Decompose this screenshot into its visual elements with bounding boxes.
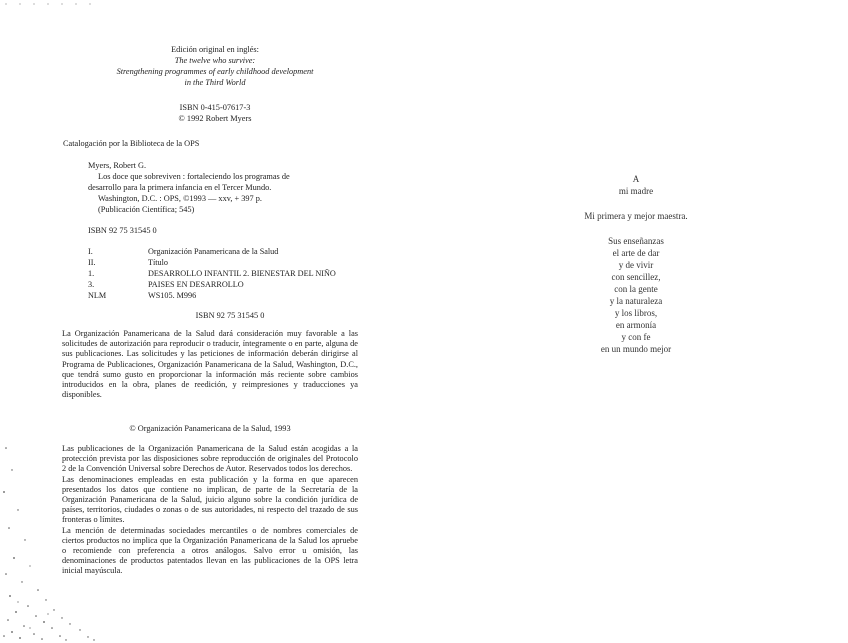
copyright-author: © 1992 Robert Myers	[178, 114, 252, 123]
copyright-ops: © Organización Panamericana de la Salud, 1993	[129, 424, 291, 433]
scan-noise-speckle	[0, 440, 110, 643]
subject-text: Organización Panamericana de la Salud	[148, 247, 279, 256]
original-edition-line-2: The twelve who survive:	[174, 56, 256, 65]
subject-text: Título	[148, 258, 169, 267]
subject-row	[88, 269, 336, 279]
dedication-line: y la naturaleza	[609, 296, 663, 306]
dedication-line: con sencillez,	[611, 272, 661, 282]
dedication-line: y de vivir	[618, 260, 654, 270]
subject-num: 1.	[88, 269, 95, 278]
dedication-line: mi madre	[618, 186, 654, 196]
subject-num: NLM	[88, 291, 107, 300]
right-page	[424, 0, 848, 643]
original-edition-line-3: Strengthening programmes of early childhood development	[116, 67, 314, 76]
subject-text: WS105. M996	[148, 291, 197, 300]
legal-paragraph: La mención de determinadas sociedades mercantiles o de nombres comerciales de ciertos productos no implica que la Organización Panamericana de la Salud los apruebe o recomiende con preferencia a otros análogos. Salvo error u omisión, las denominaciones de productos patentados llevan en las publicaciones de la OPS letra inicial mayúscula.	[62, 525, 358, 576]
subject-num: I.	[88, 247, 93, 256]
original-edition-line-4: in the Third World	[184, 78, 246, 87]
dedication-line: Sus enseñanzas	[608, 236, 664, 246]
catalog-heading: Catalogación por la Biblioteca de la OPS	[63, 139, 200, 148]
dedication-line: el arte de dar	[612, 248, 660, 258]
isbn-repeat: ISBN 92 75 31545 0	[195, 311, 265, 320]
permission-paragraph	[62, 329, 358, 400]
dedication-line: con la gente	[614, 284, 658, 294]
subject-row	[88, 280, 244, 290]
dedication-line: en un mundo mejor	[600, 344, 672, 354]
isbn-original: ISBN 0-415-07617-3	[179, 103, 251, 112]
subject-row	[88, 291, 196, 301]
legal-paragraph: Las denominaciones empleadas en esta publicación y la forma en que aparecen presentados los datos que contiene no implican, de parte de la Secretaría de la Organización Panamericana de la Salud, juicio alguno sobre la condición jurídica de países, territorios, ciudades o zonas o de sus autoridades, ni respecto del trazado de sus fronteras o límites.	[62, 474, 358, 525]
catalog-series: (Publicación Científica; 545)	[98, 205, 195, 214]
legal-paragraph: Las publicaciones de la Organización Panamericana de la Salud están acogidas a la protección prevista por las disposiciones sobre reproducción de originales del Protocolo 2 de la Convención Universal sobre Derechos de Autor. Reservados todos los derechos.	[62, 444, 358, 474]
subject-row	[88, 247, 278, 257]
dedication-line: y con fe	[621, 332, 651, 342]
subject-row	[88, 258, 168, 268]
subject-num: 3.	[88, 280, 95, 289]
dedication-line: Mi primera y mejor maestra.	[584, 211, 688, 221]
catalog-imprint: Washington, D.C. : OPS, ©1993 — xxv, + 397 p.	[98, 194, 262, 203]
subject-text: PAISES EN DESARROLLO	[148, 280, 244, 289]
original-edition-line-1: Edición original en inglés:	[171, 45, 259, 54]
dedication-line: en armonía	[615, 320, 657, 330]
dedication-line: A	[632, 174, 640, 184]
catalog-title-1: Los doce que sobreviven : fortaleciendo los programas de	[98, 172, 290, 181]
isbn: ISBN 92 75 31545 0	[88, 226, 157, 235]
catalog-author: Myers, Robert G.	[88, 161, 147, 170]
catalog-title-2: desarrollo para la primera infancia en el Tercer Mundo.	[88, 183, 272, 192]
dedication-line: y los libros,	[614, 308, 658, 318]
subject-text: DESARROLLO INFANTIL 2. BIENESTAR DEL NIÑO	[148, 269, 336, 278]
subject-num: II.	[88, 258, 96, 267]
permission-text: La Organización Panamericana de la Salud dará consideración muy favorable a las solicitudes de autorización para reproducir o traducir, íntegramente o en parte, alguna de sus publicaciones. Las solicitudes y las peticiones de información deberán dirigirse al Programa de Publicaciones, Organización Panamericana de la Salud, Washington, D.C., que tendrá sumo gusto en proporcionar la información más reciente sobre cambios introducidos en la obra, planes de reedición, y reimpresiones y traducciones ya disponibles.	[62, 329, 358, 400]
scan-edge-artifact	[0, 0, 110, 8]
